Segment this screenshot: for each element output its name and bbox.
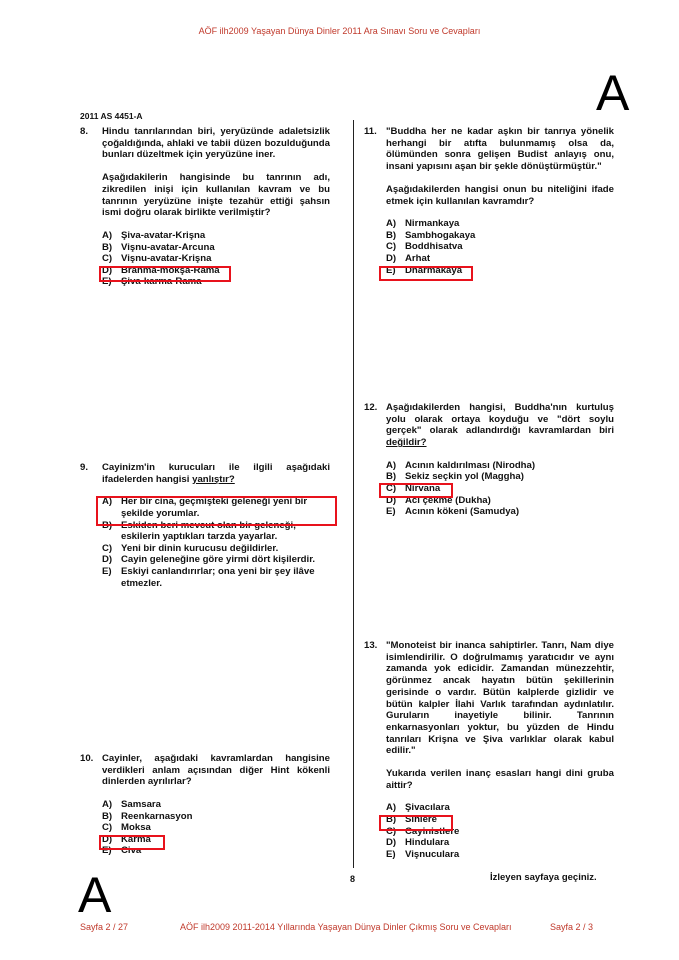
option-text: Karma xyxy=(121,833,151,845)
footer-page-right: Sayfa 2 / 3 xyxy=(550,922,594,932)
option-letter: D) xyxy=(386,253,397,264)
question-12 xyxy=(364,402,614,518)
option-b[interactable] xyxy=(386,230,614,242)
option-letter: D) xyxy=(386,494,397,506)
option-a[interactable] xyxy=(386,218,614,230)
option-letter: B) xyxy=(102,810,113,822)
option-letter: B) xyxy=(386,229,397,241)
option-letter: A) xyxy=(102,496,113,508)
option-d[interactable] xyxy=(102,554,330,566)
option-a[interactable] xyxy=(102,230,330,242)
option-b[interactable] xyxy=(102,242,330,254)
option-letter: C) xyxy=(102,542,113,554)
option-a[interactable] xyxy=(386,460,614,472)
answer-highlight-box xyxy=(99,835,165,850)
option-letter: E) xyxy=(386,264,396,276)
question-number: 10. xyxy=(80,753,94,764)
option-a[interactable] xyxy=(102,799,330,811)
answer-highlight-box xyxy=(379,266,473,281)
question-number: 13. xyxy=(364,640,378,651)
option-c[interactable] xyxy=(102,543,330,555)
answer-options xyxy=(386,802,614,860)
option-d[interactable] xyxy=(386,253,614,265)
answer-highlight-box xyxy=(96,496,337,526)
stem-emphasis: yanlıştır? xyxy=(192,473,235,485)
option-text: Dharmakaya xyxy=(405,264,463,276)
option-letter: E) xyxy=(102,565,112,577)
option-letter: A) xyxy=(102,799,113,811)
page-number: 8 xyxy=(350,874,356,884)
option-text: Civa xyxy=(121,845,142,857)
option-letter: C) xyxy=(102,822,113,834)
option-text: Sekiz seçkin yol (Maggha) xyxy=(405,471,524,483)
question-11 xyxy=(364,126,614,276)
option-text: Vişnu-avatar-Arcuna xyxy=(121,241,215,253)
question-prompt: Aşağıdakilerden hangisi onun bu niteliğini ifade etmek için kullanılan kavramdır? xyxy=(386,183,614,207)
option-text: Cayinistlere xyxy=(405,825,460,837)
footer-title: AÖF ilh2009 2011-2014 Yıllarında Yaşayan Dünya Dinler Çıkmış Soru ve Cevapları xyxy=(180,922,512,932)
option-text: Her bir cina, geçmişteki geleneği yeni bir şekilde yorumlar. xyxy=(121,496,308,519)
option-letter: B) xyxy=(386,814,397,826)
option-letter: C) xyxy=(386,483,397,494)
option-letter: D) xyxy=(386,837,397,849)
option-text: Şivacılara xyxy=(405,802,450,814)
document-header-title: AÖF ilh2009 Yaşayan Dünya Dinler 2011 Ara Sınavı Soru ve Cevapları xyxy=(198,26,481,36)
option-text: Nirmankaya xyxy=(405,218,460,230)
option-text: Moksa xyxy=(121,822,151,834)
option-text: Yeni bir dinin kurucusu değildirler. xyxy=(121,542,279,554)
option-text: Vişnuculara xyxy=(405,848,460,860)
option-d[interactable] xyxy=(386,837,614,849)
option-text: Acının kökeni (Samudya) xyxy=(405,506,520,518)
option-text: Cayin geleneğine göre yirmi dört kişilerdir. xyxy=(121,554,316,566)
option-text: Hindulara xyxy=(405,837,450,849)
option-text: Brahma-mokşa-Rama xyxy=(121,264,220,276)
option-text: Vişnu-avatar-Krişna xyxy=(121,253,212,265)
option-letter: E) xyxy=(102,845,112,857)
booklet-letter-top: A xyxy=(596,65,630,121)
question-stem xyxy=(102,462,330,485)
exam-code: 2011 AS 4451-A xyxy=(80,111,143,121)
option-text: Acının kaldırılması (Nirodha) xyxy=(405,459,536,471)
question-prompt: Aşağıdakilerin hangisinde bu tanrının adı, zikredilen inişi için kullanılan kavram ve bu tanrının yeryüzüne inişte tezahür ettiği şahsın ismi doğru olarak birlikte verilmiştir? xyxy=(102,172,330,219)
option-text: Reenkarnasyon xyxy=(121,810,193,822)
option-a[interactable] xyxy=(386,802,614,814)
option-letter: A) xyxy=(386,218,397,230)
question-number: 8. xyxy=(80,126,89,137)
answer-highlight-box xyxy=(379,483,453,498)
answer-highlight-box xyxy=(99,266,231,282)
option-letter: A) xyxy=(386,459,397,471)
option-letter: C) xyxy=(386,241,397,253)
option-letter: B) xyxy=(102,241,113,253)
option-letter: E) xyxy=(102,276,112,288)
option-letter: E) xyxy=(386,848,396,860)
question-stem: Hindu tanrılarından biri, yeryüzünde adaletsizlik çoğaldığında, ahlaki ve tabii düzen bozulduğunda bunları düzeltmek için yeryüzüne iner. xyxy=(102,126,330,161)
option-letter: B) xyxy=(102,519,113,531)
option-letter: E) xyxy=(386,506,396,518)
option-letter: D) xyxy=(102,833,113,845)
option-text: Samsara xyxy=(121,799,162,811)
option-e[interactable] xyxy=(102,566,330,589)
option-text: Eskiden beri mevcut olan bir geleneği, eskilerin yaptıkları tarzda yayarlar. xyxy=(121,519,296,543)
option-text: Acı çekme (Dukha) xyxy=(405,494,491,506)
footer-page-left: Sayfa 2 / 27 xyxy=(80,922,129,932)
stem-emphasis: değildir? xyxy=(386,437,427,449)
option-text: Sihlere xyxy=(405,814,437,826)
question-number: 11. xyxy=(364,126,377,137)
option-letter: D) xyxy=(102,554,113,566)
option-letter: C) xyxy=(102,253,113,265)
next-page-note: İzleyen sayfaya geçiniz. xyxy=(490,872,597,883)
option-text: Arhat xyxy=(405,253,431,264)
question-stem: "Buddha her ne kadar aşkın bir tanrıya yönelik herhangi bir atıfta bulunmamış olsa da, ölümünden sonra gelişen Budist anlayış onu, insani yapısını aşan bir şekle dönüştürmüştür." xyxy=(386,126,614,173)
question-stem xyxy=(386,402,614,449)
question-prompt: Yukarıda verilen inanç esasları hangi dini gruba aittir? xyxy=(386,768,614,791)
question-8 xyxy=(80,126,330,288)
option-e[interactable] xyxy=(386,849,614,861)
column-divider xyxy=(353,120,354,868)
option-letter: A) xyxy=(102,229,113,241)
stem-text: Aşağıdakilerden hangisi, Buddha'nın kurtuluş yolu olarak ortaya koyduğu ve "dört soylu gerçek" olarak adlandırdığı kavramlardan biri xyxy=(386,402,614,437)
option-text: Sambhogakaya xyxy=(405,229,476,241)
option-text: Şiva-karma-Rama xyxy=(121,276,202,288)
option-letter: B) xyxy=(386,471,397,483)
question-number: 12. xyxy=(364,402,378,413)
option-text: Eskiyi canlandırırlar; ona yeni bir şey ilâve etmezler. xyxy=(121,565,315,589)
question-stem: Cayinler, aşağıdaki kavramlardan hangisine verdikleri anlam açısından diğer Hint kökenli dinlerden ayrılırlar? xyxy=(102,753,330,788)
option-letter: C) xyxy=(386,825,397,837)
option-text: Nirvana xyxy=(405,483,441,494)
option-text: Şiva-avatar-Krişna xyxy=(121,229,206,241)
option-letter: D) xyxy=(102,264,113,276)
stem-text: Cayinizm'in kurucuları ile ilgili aşağıdaki ifadelerden hangisi xyxy=(102,462,330,485)
option-b[interactable] xyxy=(102,811,330,823)
option-c[interactable] xyxy=(386,241,614,253)
answer-highlight-box xyxy=(379,815,453,831)
booklet-letter-bottom: A xyxy=(78,867,112,923)
option-letter: A) xyxy=(386,802,397,814)
option-c[interactable] xyxy=(102,822,330,834)
question-number: 9. xyxy=(80,462,89,473)
option-b[interactable] xyxy=(386,471,614,483)
option-e[interactable] xyxy=(386,506,614,518)
option-c[interactable] xyxy=(102,253,330,265)
question-stem: "Monoteist bir inanca sahiptirler. Tanrı, Nam diye isimlendirilir. O doğrulmamış yaratıcıdır ve aynı zamanda yok edicidir. Zamandan münezzehtir, görünmez ancak hayatın bütün şekillerinin gerisinde o vardır. Bütün kalplerde gizlidir ve bütün kalpler İlahi Varlık tarafından aydınlatılır. Guruların inayetiyle bilinir. Tanrının enkarnasyonları yoktur, bu yüzden de Hindu tanrıları Krişna ve Şiva varlıklar olarak kabul edilir." xyxy=(386,640,614,757)
option-text: Boddhisatva xyxy=(405,241,463,253)
